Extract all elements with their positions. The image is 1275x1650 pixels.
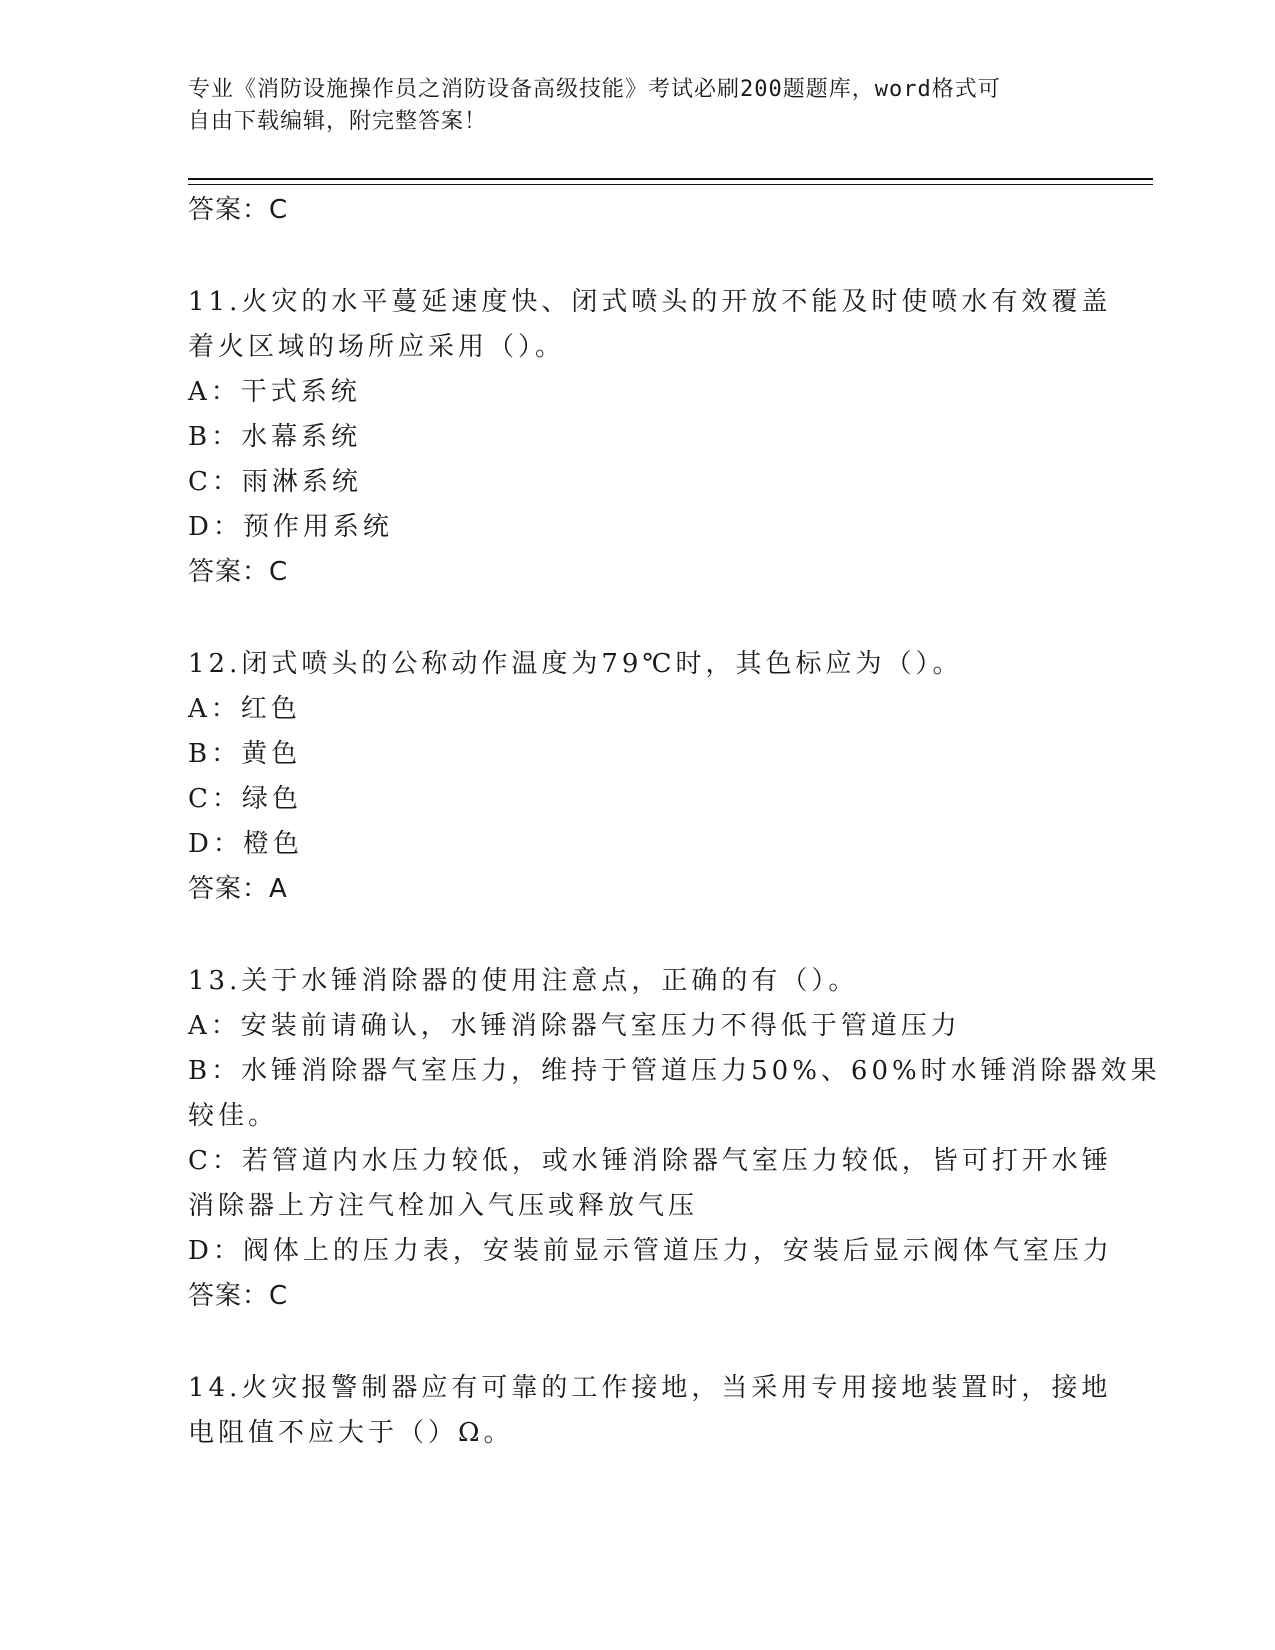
question-stem: 14.火灾报警制器应有可靠的工作接地，当采用专用接地装置时，接地 [188,1373,1112,1403]
option-a: A：干式系统 [188,377,361,407]
option-a: A：红色 [188,694,301,724]
question-stem: 13.关于水锤消除器的使用注意点，正确的有（）。 [188,966,859,996]
question-stem: 着火区域的场所应采用（）。 [188,332,566,362]
option-c: C：绿色 [188,784,302,814]
document-header [188,74,1068,138]
question-14 [188,1366,1112,1456]
spacer [188,1319,1088,1366]
option-c: C：若管道内水压力较低，或水锤消除器气室压力较低，皆可打开水锤 [188,1146,1112,1176]
header-divider [188,178,1153,185]
answer-line: 答案：C [188,1281,289,1311]
option-b: B：水幕系统 [188,422,362,452]
spacer [188,595,1088,642]
question-stem: 11.火灾的水平蔓延速度快、闭式喷头的开放不能及时使喷水有效覆盖 [188,287,1112,317]
option-b: B：黄色 [188,739,302,769]
question-12 [188,642,1088,912]
question-list [188,188,1161,1456]
option-d: D：橙色 [188,829,303,859]
option-c: C：雨淋系统 [188,467,362,497]
option-c-continued: 消除器上方注气栓加入气压或释放气压 [188,1191,699,1221]
option-b-continued: 较佳。 [188,1101,279,1131]
option-d: D：预作用系统 [188,512,393,542]
answer-line: 答案：C [188,195,289,225]
question-stem: 12.闭式喷头的公称动作温度为79℃时，其色标应为（）。 [188,649,963,679]
header-line-2: 自由下载编辑，附完整答案！ [188,109,488,134]
spacer [188,912,1088,959]
question-11 [188,280,1112,595]
option-b: B：水锤消除器气室压力，维持于管道压力50%、60%时水锤消除器效果 [188,1056,1161,1086]
header-line-1: 专业《消防设施操作员之消防设备高级技能》考试必刷200题题库，word格式可 [188,77,1001,102]
question-stem: 电阻值不应大于（）Ω。 [188,1418,514,1448]
answer-line: 答案：C [188,557,289,587]
spacer [188,233,1088,280]
option-a: A：安装前请确认，水锤消除器气室压力不得低于管道压力 [188,1011,961,1041]
answer-line: 答案：A [188,874,288,904]
question-13 [188,959,1161,1319]
option-d: D：阀体上的压力表，安装前显示管道压力，安装后显示阀体气室压力 [188,1236,1113,1266]
